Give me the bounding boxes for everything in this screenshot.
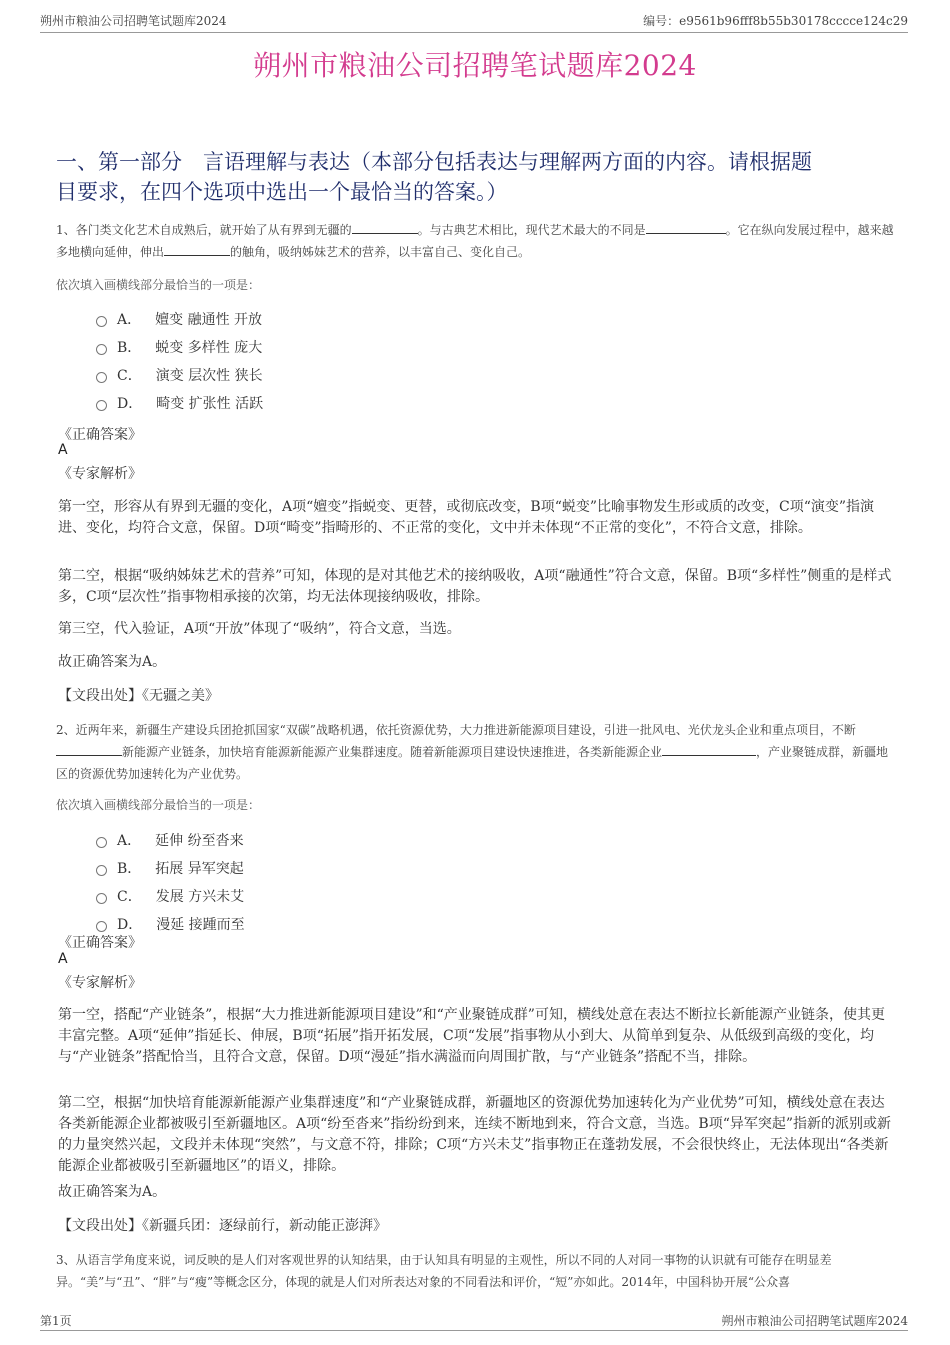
question-1-option-a[interactable]: A． 嬗变 融通性 开放 [96,308,262,330]
footer-page-number: 第1页 [40,1314,72,1328]
radio-button[interactable] [96,400,107,411]
footer-doc-title: 朔州市粮油公司招聘笔试题库2024 [721,1314,908,1328]
fill-blank [662,743,756,756]
question-2-analysis-2: 第二空，根据“加快培育能源新能源产业集群速度”和“产业聚链成群，新疆地区的资源优势加速转化为产业优势”可知，横线处意在表达各类新能源企业都被吸引至新疆地区。A项“纷至沓来”指纷纷到来，连续不断地到来，符合文意，当选。B项“异军突起”指新的派别或新的力量突然兴起，文段并未体现“突然”，与文意不符，排除；C项“方兴未艾”指事物正在蓬勃发展，不会很快终止，无法体现出“各类新能源企业都被吸引至新疆地区”的语义，排除。 [58,1095,892,1174]
fill-blank [56,743,122,756]
question-2-answer-label: 《正确答案》 [58,935,142,951]
radio-button[interactable] [96,893,107,904]
fill-blank [646,221,726,234]
radio-button[interactable] [96,316,107,327]
header-doc-id: 编号：e9561b96fff8b55b30178cccce124c29 [643,14,908,28]
question-1-source: 【文段出处】《无疆之美》 [58,688,219,704]
stem-text: ，产业聚链成群，新疆地区的资源优势加速转化为产业优势。 [56,745,889,781]
fill-blank [164,243,230,256]
question-2-analysis-3: 故正确答案为A。 [58,1184,167,1200]
radio-button[interactable] [96,344,107,355]
question-1-analysis-4: 故正确答案为A。 [58,654,167,670]
question-2-answer: A [58,951,68,967]
question-1-answer: A [58,442,68,458]
header-divider [40,32,908,33]
stem-text: 1、各门类文化艺术自成熟后，就开始了从有界到无疆的 [56,223,352,237]
radio-button[interactable] [96,865,107,876]
question-1-analysis-3: 第三空，代入验证，A项“开放”体现了“吸纳”，符合文意，当选。 [58,621,461,637]
question-1-prompt: 依次填入画横线部分最恰当的一项是： [56,278,261,292]
header-doc-title: 朔州市粮油公司招聘笔试题库2024 [40,14,227,28]
question-1-option-b[interactable]: B． 蜕变 多样性 庞大 [96,336,262,358]
question-2-option-c[interactable]: C． 发展 方兴未艾 [96,885,244,907]
question-1-answer-label: 《正确答案》 [58,427,142,443]
question-2-stem [56,719,894,785]
footer-divider [40,1330,908,1331]
page-title: 朔州市粮油公司招聘笔试题库2024 [253,49,697,82]
question-2-source: 【文段出处】《新疆兵团：逐绿前行，新动能正澎湃》 [58,1218,387,1234]
section-heading [56,147,894,207]
question-1-option-c[interactable]: C． 演变 层次性 狭长 [96,364,263,386]
stem-text: 的触角，吸纳姊妹艺术的营养，以丰富自己、变化自己。 [230,245,531,259]
question-2-option-b[interactable]: B． 拓展 异军突起 [96,857,244,879]
stem-text: 。它在纵向发展过程中，越来越多地横向延伸，伸出 [56,223,894,259]
stem-text: 新能源产业链条，加快培育能源新能源产业集群速度。随着新能源项目建设快速推进，各类新能源企业 [122,745,663,759]
question-2-analysis-1: 第一空，搭配“产业链条”，根据“大力推进新能源项目建设”和“产业聚链成群”可知，横线处意在表达不断拉长新能源产业链条，使其更丰富完整。A项“延伸”指延长、伸展，B项“拓展”指开拓发展，C项“发展”指事物从小到大、从简单到复杂、从低级到高级的变化，均与“产业链条”搭配恰当，且符合文意，保留。D项“漫延”指水满溢而向周围扩散，与“产业链条”搭配不当，排除。 [58,1007,885,1065]
question-1-analysis-1: 第一空，形容从有界到无疆的变化，A项“嬗变”指蜕变、更替，或彻底改变，B项“蜕变”比喻事物发生形或质的改变，C项“演变”指演进、变化，均符合文意，保留。D项“畸变”指畸形的、不正常的变化，文中并未体现“不正常的变化”，不符合文意，排除。 [58,499,875,536]
question-3-stem: 3、从语言学角度来说，词反映的是人们对客观世界的认知结果，由于认知具有明显的主观性，所以不同的人对同一事物的认识就有可能存在明显差异。“美”与“丑”、“胖”与“瘦”等概念区分，体现的就是人们对所表达对象的不同看法和评价，“短”亦如此。2014年，中国科协开展“公众喜 [56,1253,832,1289]
radio-button[interactable] [96,837,107,848]
question-2-prompt: 依次填入画横线部分最恰当的一项是： [56,798,261,812]
question-1-option-d[interactable]: D． 畸变 扩张性 活跃 [96,392,263,414]
question-2-option-d[interactable]: D． 漫延 接踵而至 [96,913,245,935]
stem-text: 。与古典艺术相比，现代艺术最大的不同是 [417,223,646,237]
question-1-stem [56,219,894,263]
question-2-option-a[interactable]: A． 延伸 纷至沓来 [96,829,244,851]
radio-button[interactable] [96,921,107,932]
section-heading-line-1: 一、第一部分 言语理解与表达（本部分包括表达与理解两方面的内容。请根据题 [56,150,812,174]
question-1-analysis-label: 《专家解析》 [58,466,142,482]
stem-text: 2、近两年来，新疆生产建设兵团抢抓国家“双碳”战略机遇，依托资源优势，大力推进新能源项目建设，引进一批风电、光伏龙头企业和重点项目，不断 [56,723,856,737]
question-2-analysis-label: 《专家解析》 [58,975,142,991]
radio-button[interactable] [96,372,107,383]
fill-blank [352,221,418,234]
question-1-analysis-2: 第二空，根据“吸纳姊妹艺术的营养”可知，体现的是对其他艺术的接纳吸收，A项“融通性”符合文意，保留。B项“多样性”侧重的是样式多，C项“层次性”指事物相承接的次第，均无法体现接纳吸收，排除。 [58,568,892,605]
section-heading-line-2: 目要求，在四个选项中选出一个最恰当的答案。） [56,180,508,204]
